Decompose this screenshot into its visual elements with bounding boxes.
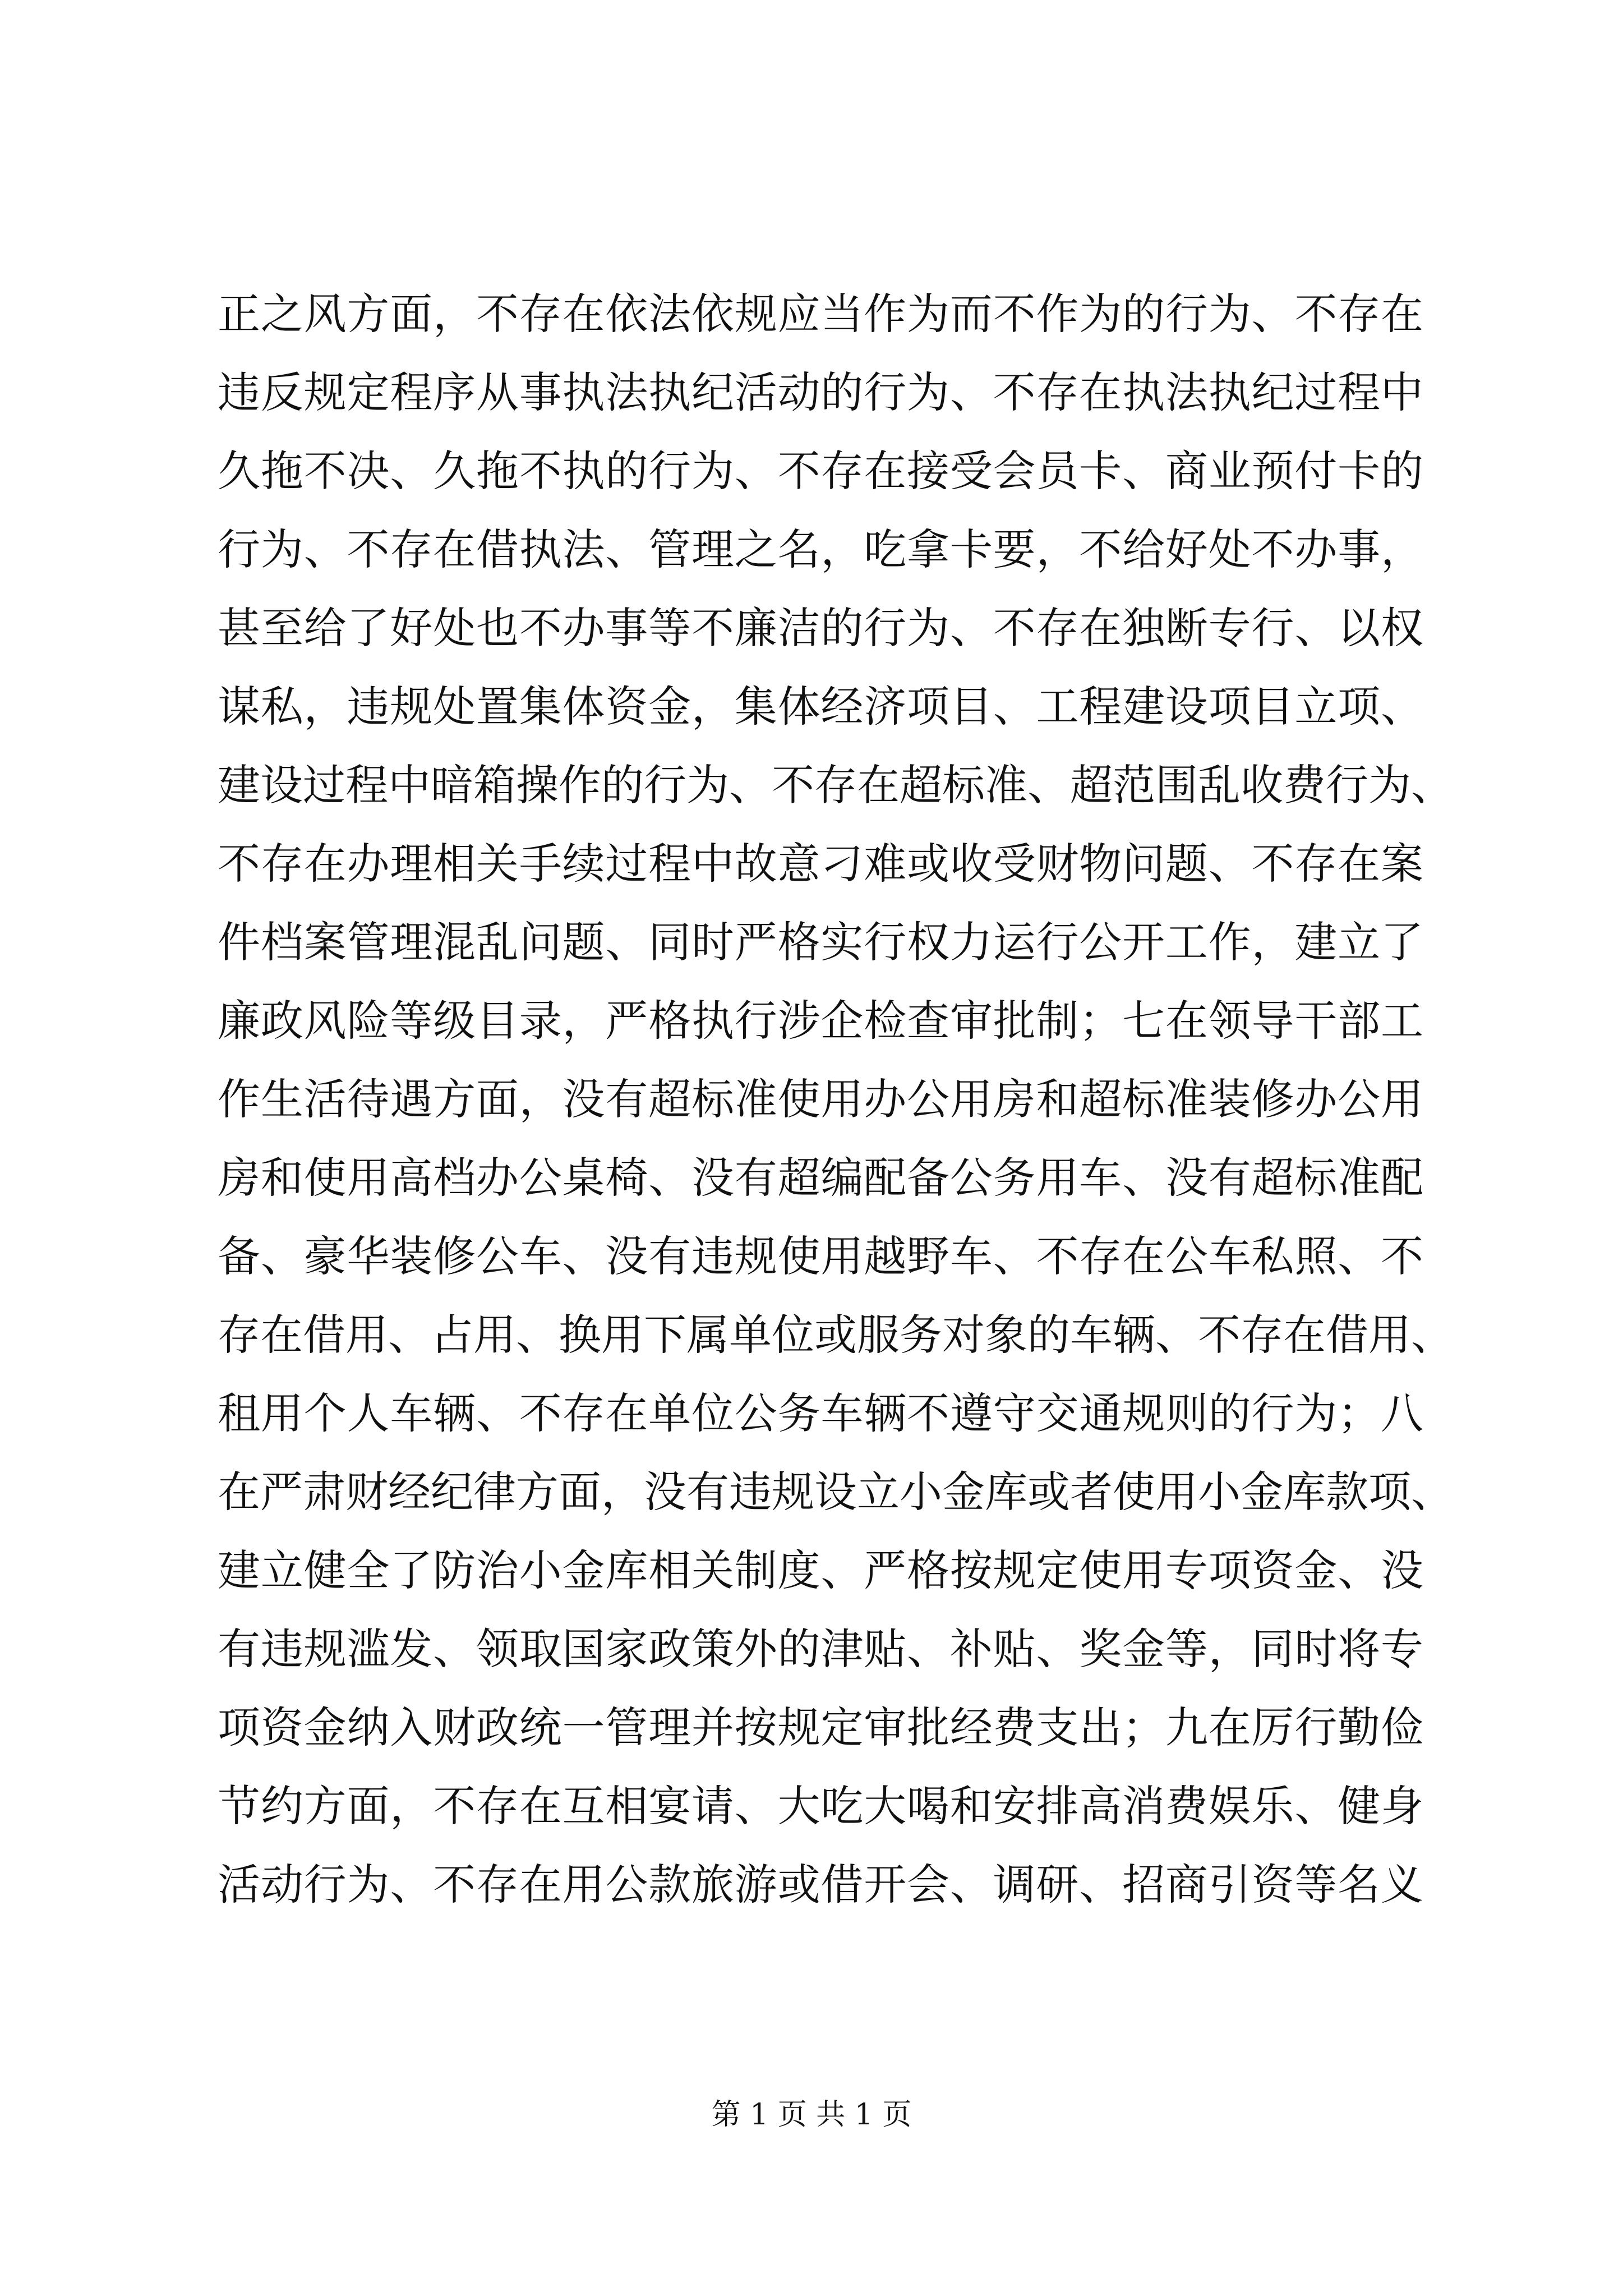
- text-line: 活动行为、不存在用公款旅游或借开会、调研、招商引资等名义: [218, 1860, 1423, 1910]
- text-line: 行为、不存在借执法、管理之名，吃拿卡要，不给好处不办事，: [218, 524, 1423, 574]
- text-line: 存在借用、占用、换用下属单位或服务对象的车辆、不存在借用、: [218, 1310, 1454, 1360]
- text-line: 廉政风险等级目录，严格执行涉企检查审批制；七在领导干部工: [218, 996, 1423, 1046]
- text-line: 项资金纳入财政统一管理并按规定审批经费支出；九在厉行勤俭: [218, 1703, 1423, 1752]
- text-line: 备、豪华装修公车、没有违规使用越野车、不存在公车私照、不: [218, 1231, 1423, 1281]
- text-line: 件档案管理混乱问题、同时严格实行权力运行公开工作，建立了: [218, 917, 1423, 967]
- text-line: 房和使用高档办公桌椅、没有超编配备公务用车、没有超标准配: [218, 1153, 1423, 1203]
- page-footer: [0, 2095, 1623, 2134]
- text-line: 久拖不决、久拖不执的行为、不存在接受会员卡、商业预付卡的: [218, 446, 1423, 496]
- text-line: 租用个人车辆、不存在单位公务车辆不遵守交通规则的行为；八: [218, 1388, 1423, 1438]
- text-line: 甚至给了好处也不办事等不廉洁的行为、不存在独断专行、以权: [218, 603, 1423, 653]
- text-line: 有违规滥发、领取国家政策外的津贴、补贴、奖金等，同时将专: [218, 1624, 1423, 1674]
- text-line: 违反规定程序从事执法执纪活动的行为、不存在执法执纪过程中: [218, 367, 1423, 417]
- text-line: 谋私，违规处置集体资金，集体经济项目、工程建设项目立项、: [218, 682, 1423, 731]
- text-line: 正之风方面，不存在依法依规应当作为而不作为的行为、不存在: [218, 289, 1423, 339]
- text-line: 建设过程中暗箱操作的行为、不存在超标准、超范围乱收费行为、: [218, 760, 1454, 810]
- text-line: 作生活待遇方面，没有超标准使用办公用房和超标准装修办公用: [218, 1074, 1423, 1124]
- text-line: 在严肃财经纪律方面，没有违规设立小金库或者使用小金库款项、: [218, 1467, 1454, 1517]
- text-line: 节约方面，不存在互相宴请、大吃大喝和安排高消费娱乐、健身: [218, 1781, 1423, 1831]
- text-line: 不存在办理相关手续过程中故意刁难或收受财物问题、不存在案: [218, 839, 1423, 889]
- body-text: [218, 275, 1454, 1924]
- text-line: 建立健全了防治小金库相关制度、严格按规定使用专项资金、没: [218, 1545, 1423, 1595]
- page-number-label: 第 1 页 共 1 页: [711, 2098, 912, 2132]
